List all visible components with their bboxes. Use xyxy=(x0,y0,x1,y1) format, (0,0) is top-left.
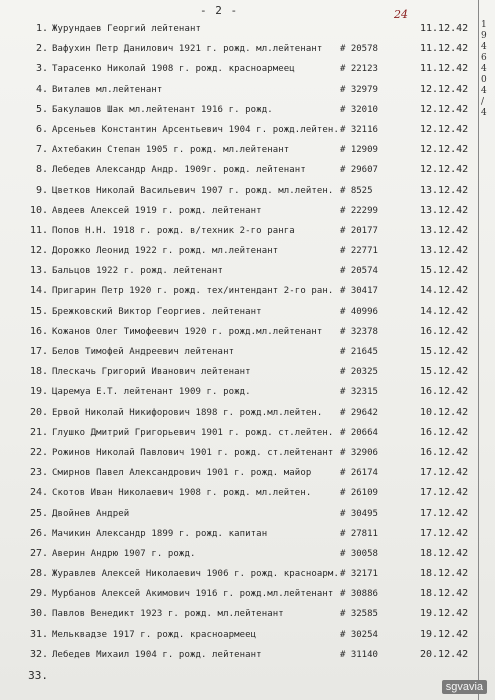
row-date: 12.12.42 xyxy=(420,83,469,95)
row-number: 18. xyxy=(29,366,48,378)
list-row xyxy=(0,323,480,343)
list-row xyxy=(0,141,480,161)
list-row xyxy=(0,363,480,383)
margin-note: 6 xyxy=(481,53,487,63)
row-code: # 20578 xyxy=(340,44,378,55)
list-row xyxy=(0,182,480,202)
row-entry: Аверин Андрю 1907 г. рожд. xyxy=(52,548,196,559)
row-number: 19. xyxy=(29,386,48,398)
personnel-list xyxy=(0,20,480,686)
row-code: # 22123 xyxy=(340,64,378,75)
row-code: # 30495 xyxy=(340,508,378,519)
list-row xyxy=(0,262,480,282)
row-number: 30. xyxy=(29,608,48,620)
row-number: 3. xyxy=(35,63,48,75)
list-row xyxy=(0,60,480,80)
row-code: # 32378 xyxy=(340,326,378,337)
row-entry: Вафухин Петр Данилович 1921 г. рожд. мл.лейтенант xyxy=(52,44,323,55)
row-code: # 29607 xyxy=(340,165,378,176)
margin-note: / xyxy=(481,97,485,107)
row-date: 15.12.42 xyxy=(420,366,469,378)
row-entry: Дорожко Леонид 1922 г. рожд. мл.лейтенант xyxy=(52,246,279,257)
row-number: 26. xyxy=(29,527,48,539)
list-row xyxy=(0,525,480,545)
row-date: 15.12.42 xyxy=(420,346,469,357)
list-row xyxy=(0,282,480,302)
row-number: 12. xyxy=(29,245,48,257)
row-code: # 32171 xyxy=(340,569,378,580)
row-date: 11.12.42 xyxy=(420,63,469,75)
list-row xyxy=(0,424,480,444)
list-row xyxy=(0,444,480,464)
list-row xyxy=(0,505,480,525)
row-number: 5. xyxy=(35,103,48,115)
handwritten-corner-mark: 24 xyxy=(394,8,408,21)
list-row xyxy=(0,202,480,222)
row-entry: Арсеньев Константин Арсентьевич 1904 г. рожд.лейтен. xyxy=(52,124,339,135)
list-row xyxy=(0,545,480,565)
list-row xyxy=(0,666,480,686)
row-date: 14.12.42 xyxy=(420,285,469,297)
row-entry: Бакулашов Шак мл.лейтенант 1916 г. рожд. xyxy=(52,104,273,115)
row-date: 12.12.42 xyxy=(420,144,469,156)
row-date: 20.12.42 xyxy=(420,648,469,660)
list-row xyxy=(0,303,480,323)
row-entry: Плескачь Григорий Иванович лейтенант xyxy=(52,367,251,378)
row-number: 17. xyxy=(29,346,48,357)
row-number: 28. xyxy=(29,568,48,580)
row-date: 16.12.42 xyxy=(420,325,469,337)
list-row xyxy=(0,646,480,666)
row-entry: Павлов Венедикт 1923 г. рожд. мл.лейтенант xyxy=(52,609,284,620)
row-number: 9. xyxy=(35,184,48,196)
row-number: 25. xyxy=(29,507,48,519)
row-entry: Авдеев Алексей 1919 г. рожд. лейтенант xyxy=(52,205,262,216)
list-row xyxy=(0,585,480,605)
list-row xyxy=(0,605,480,625)
row-code: # 22299 xyxy=(340,205,378,216)
row-code: # 26174 xyxy=(340,468,378,479)
row-entry: Мачикин Александр 1899 г. рожд. капитан xyxy=(52,528,268,539)
row-date: 17.12.42 xyxy=(420,487,469,499)
row-code: # 29642 xyxy=(340,407,378,418)
list-row xyxy=(0,20,480,40)
row-entry: Белов Тимофей Андреевич лейтенант xyxy=(52,347,235,357)
row-entry: Журавлев Алексей Николаевич 1906 г. рожд. красноарм. xyxy=(52,569,339,580)
row-code: # 20664 xyxy=(340,427,378,438)
row-number: 14. xyxy=(29,285,48,297)
list-row xyxy=(0,464,480,484)
row-date: 10.12.42 xyxy=(420,406,469,418)
row-entry: Пригарин Петр 1920 г. рожд. тех/интендант 2-го ран. xyxy=(52,286,334,297)
row-number: 20. xyxy=(29,406,48,418)
row-entry: Мурбанов Алексей Акимович 1916 г. рожд.мл.лейтенант xyxy=(52,589,334,600)
row-number: 22. xyxy=(29,446,48,458)
row-number: 7. xyxy=(35,144,48,156)
row-entry: Попов Н.Н. 1918 г. рожд. в/техник 2-го ранга xyxy=(52,225,295,236)
margin-note: 4 xyxy=(481,86,487,96)
row-code: # 30254 xyxy=(340,629,378,640)
row-number: 4. xyxy=(35,83,48,95)
watermark: sgvavia xyxy=(442,680,487,694)
row-date: 13.12.42 xyxy=(420,204,469,216)
row-code: # 30058 xyxy=(340,548,378,559)
row-code: # 12909 xyxy=(340,145,378,156)
row-date: 19.12.42 xyxy=(420,628,469,640)
row-code: # 30417 xyxy=(340,286,378,297)
row-code: # 32906 xyxy=(340,447,378,458)
row-date: 19.12.42 xyxy=(420,608,469,620)
row-date: 18.12.42 xyxy=(420,547,469,559)
row-number: 23. xyxy=(29,467,48,479)
row-number: 16. xyxy=(29,325,48,337)
row-code: # 20574 xyxy=(340,266,378,277)
row-entry: Ахтебакин Степан 1905 г. рожд. мл.лейтенант xyxy=(52,145,290,156)
list-row xyxy=(0,81,480,101)
row-entry: Рожинов Николай Павлович 1901 г. рожд. ст.лейтенант xyxy=(52,447,334,458)
row-entry: Лебедев Александр Андр. 1909г. рожд. лейтенант xyxy=(52,165,306,176)
list-row xyxy=(0,222,480,242)
row-code: # 20177 xyxy=(340,225,378,236)
list-row xyxy=(0,565,480,585)
row-number: 27. xyxy=(29,547,48,559)
list-row xyxy=(0,484,480,504)
row-number: 15. xyxy=(29,305,48,317)
row-number: 21. xyxy=(29,426,48,438)
row-date: 13.12.42 xyxy=(420,184,469,196)
row-date: 16.12.42 xyxy=(420,426,469,438)
row-number: 31. xyxy=(29,628,48,640)
margin-note: 4 xyxy=(481,108,487,118)
row-entry: Журундаев Георгий лейтенант xyxy=(52,24,201,34)
list-row xyxy=(0,161,480,181)
row-number: 6. xyxy=(35,123,48,135)
row-date: 17.12.42 xyxy=(420,527,469,539)
row-code: # 32116 xyxy=(340,124,378,135)
row-code: # 8525 xyxy=(340,185,373,196)
row-entry: Бальцов 1922 г. рожд. лейтенант xyxy=(52,266,224,277)
row-number: 10. xyxy=(29,204,48,216)
row-date: 17.12.42 xyxy=(420,507,469,519)
row-number: 1. xyxy=(35,23,48,34)
row-entry: Царемуа Е.Т. лейтенант 1909 г. рожд. xyxy=(52,387,251,398)
list-row xyxy=(0,121,480,141)
row-date: 16.12.42 xyxy=(420,386,469,398)
row-entry: Брежковский Виктор Георгиев. лейтенант xyxy=(52,306,262,317)
list-row xyxy=(0,40,480,60)
row-code: # 32315 xyxy=(340,387,378,398)
row-entry: Тарасенко Николай 1908 г. рожд. красноармеец xyxy=(52,64,295,75)
list-row xyxy=(0,343,480,363)
row-entry: Кожанов Олег Тимофеевич 1920 г. рожд.мл.лейтенант xyxy=(52,326,323,337)
row-code: # 30886 xyxy=(340,589,378,600)
row-number: 32. xyxy=(29,648,48,660)
margin-note: 9 xyxy=(481,31,487,41)
row-date: 17.12.42 xyxy=(420,467,469,479)
margin-note: 4 xyxy=(481,42,487,52)
margin-notes xyxy=(481,20,493,119)
row-code: # 27811 xyxy=(340,528,378,539)
row-date: 13.12.42 xyxy=(420,245,469,257)
list-row xyxy=(0,383,480,403)
row-date: 12.12.42 xyxy=(420,103,469,115)
row-date: 16.12.42 xyxy=(420,446,469,458)
row-date: 18.12.42 xyxy=(420,568,469,580)
row-date: 18.12.42 xyxy=(420,588,469,600)
row-code: # 22771 xyxy=(340,246,378,257)
margin-note: 0 xyxy=(481,75,487,85)
row-code: # 26109 xyxy=(340,488,378,499)
row-code: # 32585 xyxy=(340,609,378,620)
row-number: 2. xyxy=(35,43,48,55)
row-entry: Двойнев Андрей xyxy=(52,508,130,519)
list-row xyxy=(0,626,480,646)
row-date: 14.12.42 xyxy=(420,305,469,317)
row-code: # 31140 xyxy=(340,649,378,660)
row-code: # 32010 xyxy=(340,104,378,115)
row-date: 11.12.42 xyxy=(420,23,469,34)
row-number: 33. xyxy=(28,669,48,682)
list-row xyxy=(0,404,480,424)
list-row xyxy=(0,242,480,262)
row-entry: Лебедев Михаил 1904 г. рожд. лейтенант xyxy=(52,649,262,660)
row-date: 11.12.42 xyxy=(420,43,469,55)
row-date: 12.12.42 xyxy=(420,164,469,176)
row-date: 13.12.42 xyxy=(420,224,469,236)
row-number: 13. xyxy=(29,265,48,277)
row-code: # 40996 xyxy=(340,306,378,317)
row-code: # 21645 xyxy=(340,347,378,357)
row-number: 11. xyxy=(29,224,48,236)
row-number: 24. xyxy=(29,487,48,499)
row-code: # 32979 xyxy=(340,84,378,95)
row-entry: Ервой Николай Никифорович 1898 г. рожд.мл.лейтен. xyxy=(52,407,323,418)
row-number: 8. xyxy=(35,164,48,176)
row-entry: Скотов Иван Николаевич 1908 г. рожд. мл.лейтен. xyxy=(52,488,312,499)
row-number: 29. xyxy=(29,588,48,600)
row-entry: Цветков Николай Васильевич 1907 г. рожд. мл.лейтен. xyxy=(52,185,334,196)
margin-note: 4 xyxy=(481,64,487,74)
row-entry: Виталев мл.лейтенант xyxy=(52,84,163,95)
row-date: 15.12.42 xyxy=(420,265,469,277)
margin-note: 1 xyxy=(481,20,487,30)
list-row xyxy=(0,101,480,121)
row-entry: Глушко Дмитрий Григорьевич 1901 г. рожд. ст.лейтен. xyxy=(52,427,334,438)
row-date: 12.12.42 xyxy=(420,123,469,135)
row-code: # 20325 xyxy=(340,367,378,378)
page-number: - 2 - xyxy=(200,4,239,17)
row-entry: Смирнов Павел Александрович 1901 г. рожд. майор xyxy=(52,468,312,479)
row-entry: Мельквадзе 1917 г. рожд. красноармеец xyxy=(52,629,257,640)
